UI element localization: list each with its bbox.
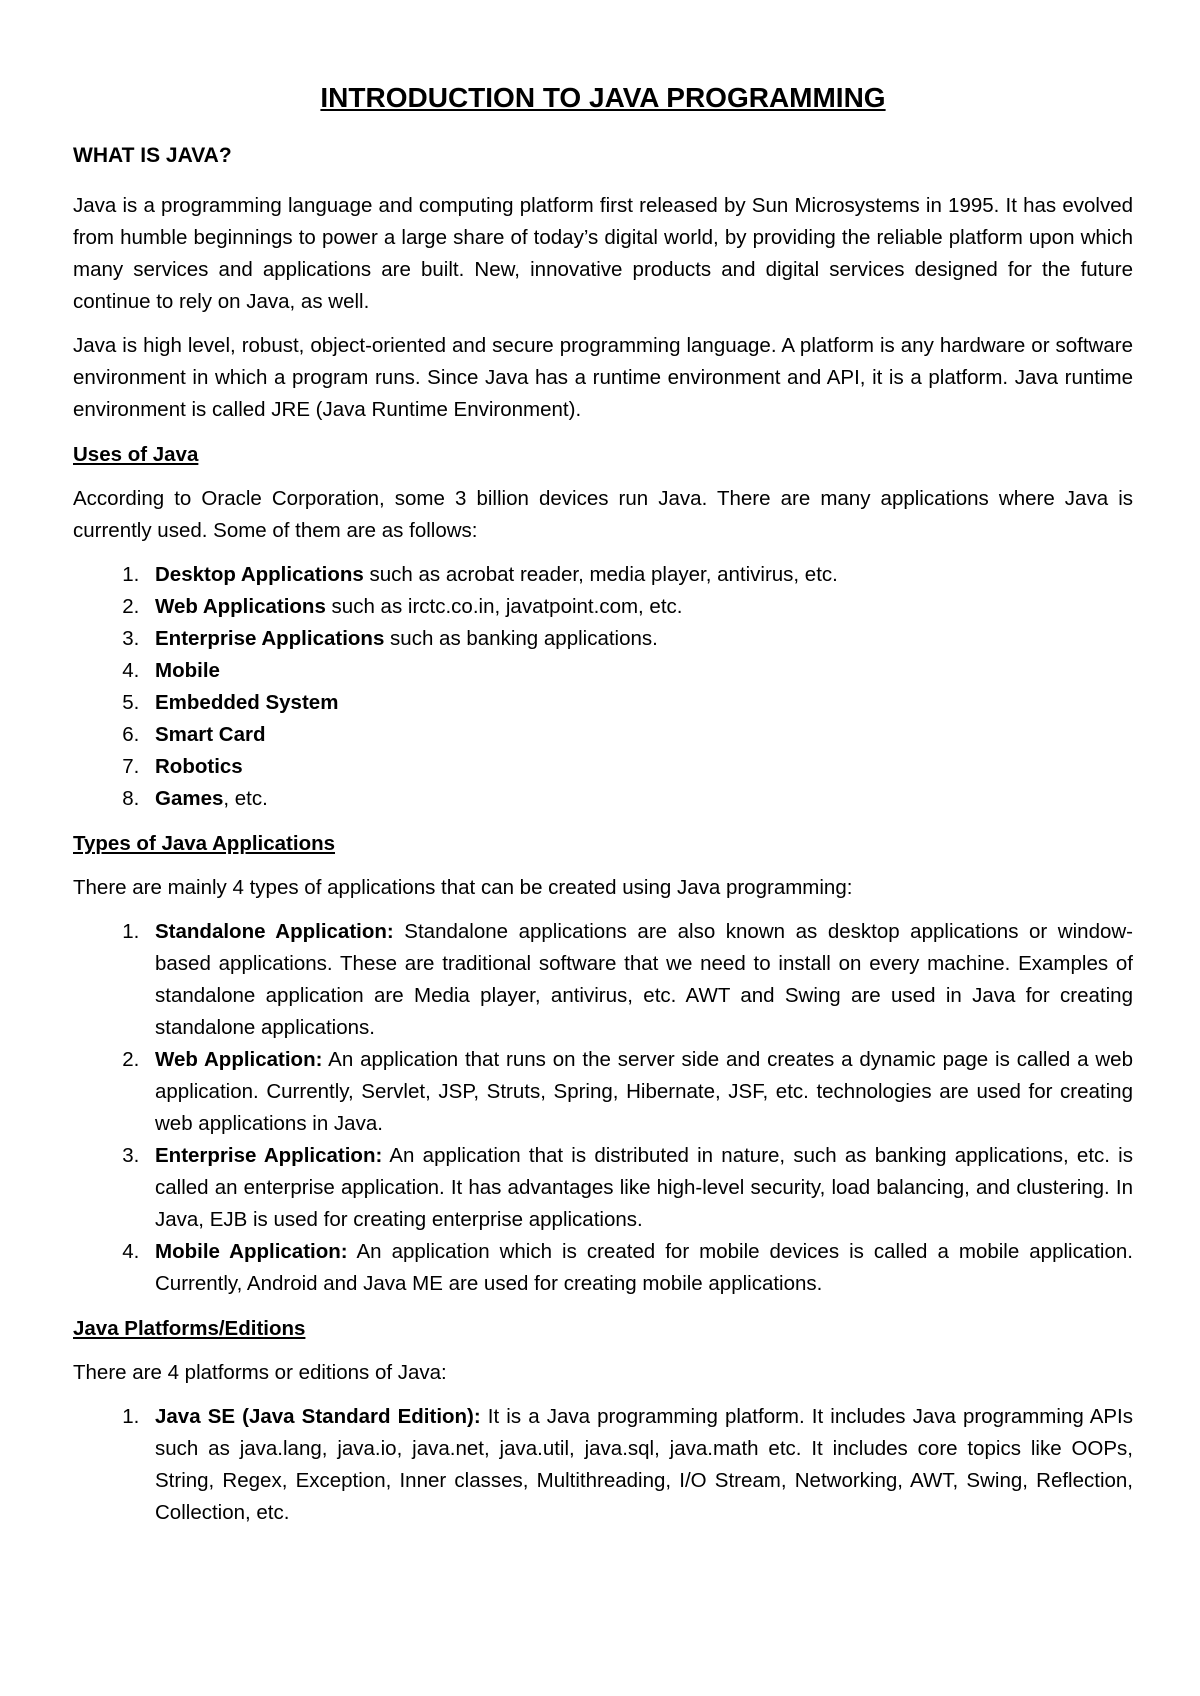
list-item-term: Web Application: bbox=[155, 1048, 323, 1071]
list-item-term: Java SE (Java Standard Edition): bbox=[155, 1405, 481, 1428]
list-item bbox=[145, 916, 1133, 1044]
list-item-term: Games bbox=[155, 787, 224, 810]
platforms-heading: Java Platforms/Editions bbox=[73, 1317, 306, 1340]
list-item bbox=[145, 719, 1133, 751]
document-page bbox=[73, 0, 1133, 1529]
list-item bbox=[145, 1401, 1133, 1529]
list-item bbox=[145, 751, 1133, 783]
uses-heading: Uses of Java bbox=[73, 443, 199, 466]
list-item bbox=[145, 591, 1133, 623]
list-item-desc: such as banking applications. bbox=[384, 627, 658, 650]
list-item-term: Desktop Applications bbox=[155, 563, 364, 586]
uses-intro: According to Oracle Corporation, some 3 billion devices run Java. There are many applications where Java is currently used. Some of them are as follows: bbox=[73, 487, 1133, 542]
list-item-desc: such as irctc.co.in, javatpoint.com, etc. bbox=[325, 595, 683, 618]
intro-paragraph-1: Java is a programming language and computing platform first released by Sun Microsystems in 1995. It has evolved from humble beginnings to power a large share of today’s digital world, by providing the reliable platform upon which many services and applications are built. New, innovative products and digital services designed for the future continue to rely on Java, as well. bbox=[73, 194, 1133, 313]
list-item-desc: such as acrobat reader, media player, antivirus, etc. bbox=[363, 563, 838, 586]
list-item-desc: It is a Java programming platform. It includes Java programming APIs such as java.lang, java.io, java.net, java.util, java.sql, java.math etc. It includes core topics like OOPs, String, Regex, Exception, Inner classes, Multithreading, I/O Stream, Networking, AWT, Swing, Reflection, Collection, etc. bbox=[155, 1405, 1133, 1524]
what-is-java-heading: WHAT IS JAVA? bbox=[73, 144, 232, 167]
document-title: INTRODUCTION TO JAVA PROGRAMMING bbox=[320, 82, 886, 113]
platforms-intro: There are 4 platforms or editions of Java: bbox=[73, 1361, 447, 1384]
list-item-desc: An application that is distributed in nature, such as banking applications, etc. is called an enterprise application. It has advantages like high-level security, load balancing, and clustering. In Java, EJB is used for creating enterprise applications. bbox=[155, 1144, 1133, 1231]
list-item bbox=[145, 1044, 1133, 1140]
list-item bbox=[145, 655, 1133, 687]
list-item-term: Enterprise Applications bbox=[155, 627, 385, 650]
list-item bbox=[145, 623, 1133, 655]
list-item-term: Smart Card bbox=[155, 723, 266, 746]
intro-paragraph-2: Java is high level, robust, object-oriented and secure programming language. A platform is any hardware or software environment in which a program runs. Since Java has a runtime environment and API, it is a platform. Java runtime environment is called JRE (Java Runtime Environment). bbox=[73, 334, 1133, 421]
list-item-term: Robotics bbox=[155, 755, 243, 778]
list-item-desc: , etc. bbox=[223, 787, 268, 810]
list-item-term: Web Applications bbox=[155, 595, 326, 618]
list-item bbox=[145, 783, 1133, 815]
list-item-term: Enterprise Application: bbox=[155, 1144, 383, 1167]
list-item-term: Embedded System bbox=[155, 691, 339, 714]
list-item-term: Standalone Application: bbox=[155, 920, 394, 943]
list-item-term: Mobile Application: bbox=[155, 1240, 348, 1263]
list-item bbox=[145, 687, 1133, 719]
platforms-list bbox=[73, 1401, 1133, 1529]
list-item-desc: Standalone applications are also known as desktop applications or window-based applications. These are traditional software that we need to install on every machine. Examples of standalone application are Media player, antivirus, etc. AWT and Swing are used in Java for creating standalone applications. bbox=[155, 920, 1133, 1039]
list-item-desc: An application which is created for mobile devices is called a mobile application. Currently, Android and Java ME are used for creating mobile applications. bbox=[155, 1240, 1133, 1295]
list-item-term: Mobile bbox=[155, 659, 220, 682]
list-item bbox=[145, 559, 1133, 591]
uses-list bbox=[73, 559, 1133, 815]
list-item bbox=[145, 1140, 1133, 1236]
list-item-desc: An application that runs on the server side and creates a dynamic page is called a web application. Currently, Servlet, JSP, Struts, Spring, Hibernate, JSF, etc. technologies are used for creating web applications in Java. bbox=[155, 1048, 1133, 1135]
list-item bbox=[145, 1236, 1133, 1300]
types-intro: There are mainly 4 types of applications that can be created using Java programming: bbox=[73, 876, 853, 899]
types-list bbox=[73, 916, 1133, 1300]
types-heading: Types of Java Applications bbox=[73, 832, 336, 855]
